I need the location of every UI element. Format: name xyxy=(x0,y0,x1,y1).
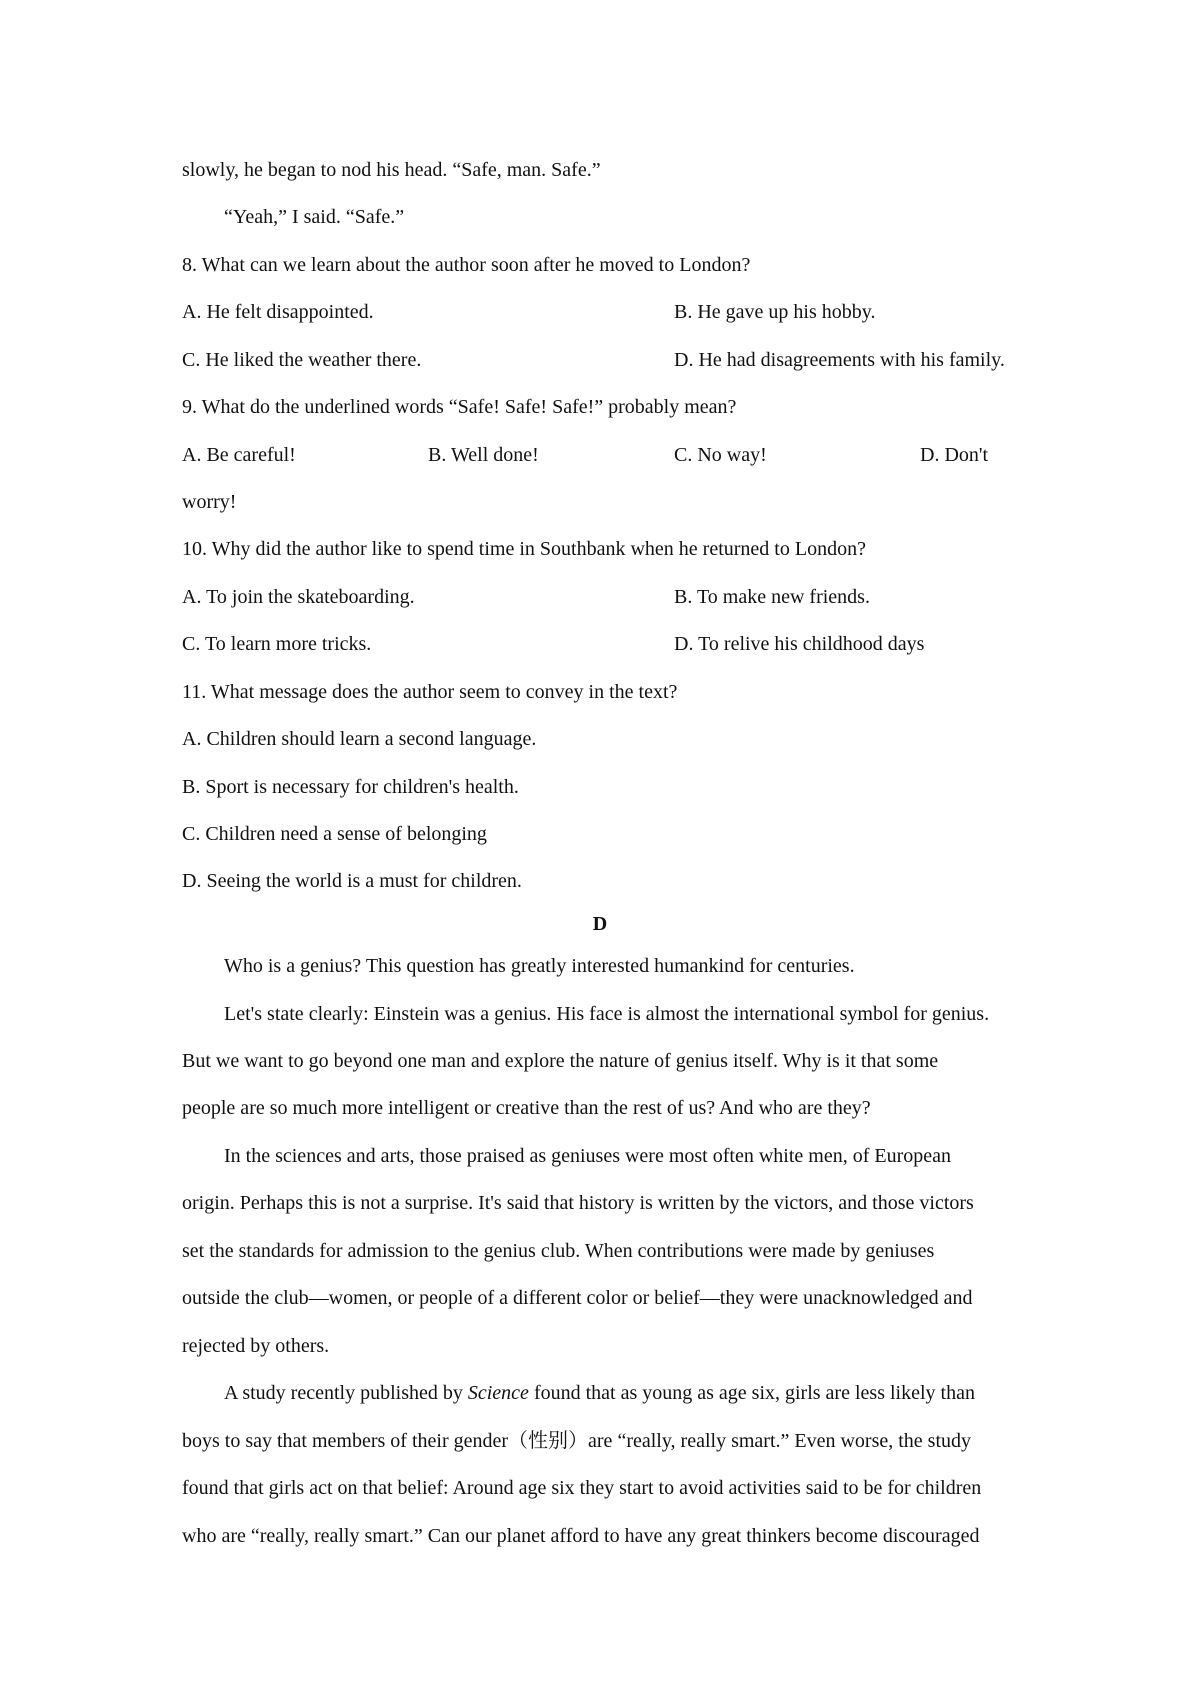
option-b: B. Well done! xyxy=(428,444,539,466)
paragraph-line: Who is a genius? This question has greatly interested humankind for centuries. xyxy=(224,955,855,977)
option-d: D. Seeing the world is a must for children. xyxy=(182,870,522,892)
text-run: found that as young as age six, girls are less likely than xyxy=(528,1382,975,1404)
question-stem: 10. Why did the author like to spend time in Southbank when he returned to London? xyxy=(182,538,866,560)
paragraph-line: But we want to go beyond one man and explore the nature of genius itself. Why is it that some xyxy=(182,1050,939,1072)
paragraph-line: found that girls act on that belief: Around age six they start to avoid activities said to be for children xyxy=(182,1477,982,1499)
journal-title: Science xyxy=(467,1382,529,1404)
paragraph-line: who are “really, really smart.” Can our planet afford to have any great thinkers become discouraged xyxy=(182,1525,980,1547)
option-b: B. Sport is necessary for children's health. xyxy=(182,776,519,798)
text-run: A study recently published by xyxy=(224,1382,468,1404)
option-a: A. He felt disappointed. xyxy=(182,301,374,323)
paragraph-line: outside the club—women, or people of a different color or belief—they were unacknowledged and xyxy=(182,1287,973,1309)
option-d: D. He had disagreements with his family. xyxy=(674,349,1005,371)
question-stem: 11. What message does the author seem to convey in the text? xyxy=(182,681,678,703)
paragraph-line: set the standards for admission to the genius club. When contributions were made by geniuses xyxy=(182,1240,935,1262)
option-d: D. Don't xyxy=(920,444,989,466)
option-a: A. To join the skateboarding. xyxy=(182,586,415,608)
question-stem: 8. What can we learn about the author soon after he moved to London? xyxy=(182,254,751,276)
option-c: C. Children need a sense of belonging xyxy=(182,823,487,845)
paragraph-line: Let's state clearly: Einstein was a genius. His face is almost the international symbol for genius. xyxy=(224,1003,990,1025)
option-b: B. He gave up his hobby. xyxy=(674,301,876,323)
paragraph-line xyxy=(224,1381,975,1405)
option-a: A. Children should learn a second language. xyxy=(182,728,537,750)
option-c: C. He liked the weather there. xyxy=(182,349,422,371)
option-c: C. To learn more tricks. xyxy=(182,633,372,655)
option-b: B. To make new friends. xyxy=(674,586,870,608)
option-d: D. To relive his childhood days xyxy=(674,633,925,655)
question-stem: 9. What do the underlined words “Safe! Safe! Safe!” probably mean? xyxy=(182,396,737,418)
option-c: C. No way! xyxy=(674,444,767,466)
paragraph-line: origin. Perhaps this is not a surprise. It's said that history is written by the victors, and those victors xyxy=(182,1192,974,1214)
option-d-continued: worry! xyxy=(182,491,237,513)
option-a: A. Be careful! xyxy=(182,444,296,466)
story-line: slowly, he began to nod his head. “Safe, man. Safe.” xyxy=(182,159,601,181)
section-heading: D xyxy=(592,913,608,935)
paragraph-line: boys to say that members of their gender（性别）are “really, really smart.” Even worse, the study xyxy=(182,1430,972,1452)
story-line: “Yeah,” I said. “Safe.” xyxy=(224,206,405,228)
paragraph-line: people are so much more intelligent or creative than the rest of us? And who are they? xyxy=(182,1097,871,1119)
paragraph-line: In the sciences and arts, those praised as geniuses were most often white men, of European xyxy=(224,1145,951,1167)
paragraph-line: rejected by others. xyxy=(182,1335,330,1357)
